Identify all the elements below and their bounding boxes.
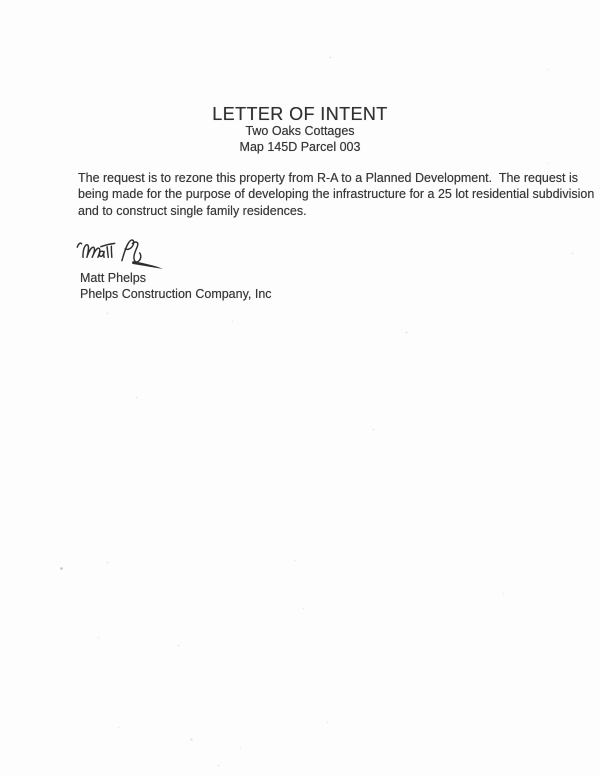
project-name-line: Two Oaks Cottages	[245, 124, 355, 138]
signature-block	[70, 234, 370, 302]
paragraph-line: being made for the purpose of developing the infrastructure for a 25 lot residential subdivision	[78, 187, 595, 202]
handwritten-signature-icon	[72, 234, 168, 270]
signatory-name: Matt Phelps	[80, 271, 147, 285]
request-paragraph	[78, 170, 595, 219]
document-subtitle	[0, 123, 600, 155]
signatory-company: Phelps Construction Company, Inc	[80, 287, 272, 301]
scan-noise-speckles	[0, 0, 1, 1]
paragraph-line: The request is to rezone this property from R-A to a Planned Development. The request is	[78, 171, 579, 185]
document-title: LETTER OF INTENT	[212, 104, 388, 125]
parcel-reference-line: Map 145D Parcel 003	[239, 140, 361, 154]
paragraph-line: and to construct single family residences.	[78, 203, 307, 218]
